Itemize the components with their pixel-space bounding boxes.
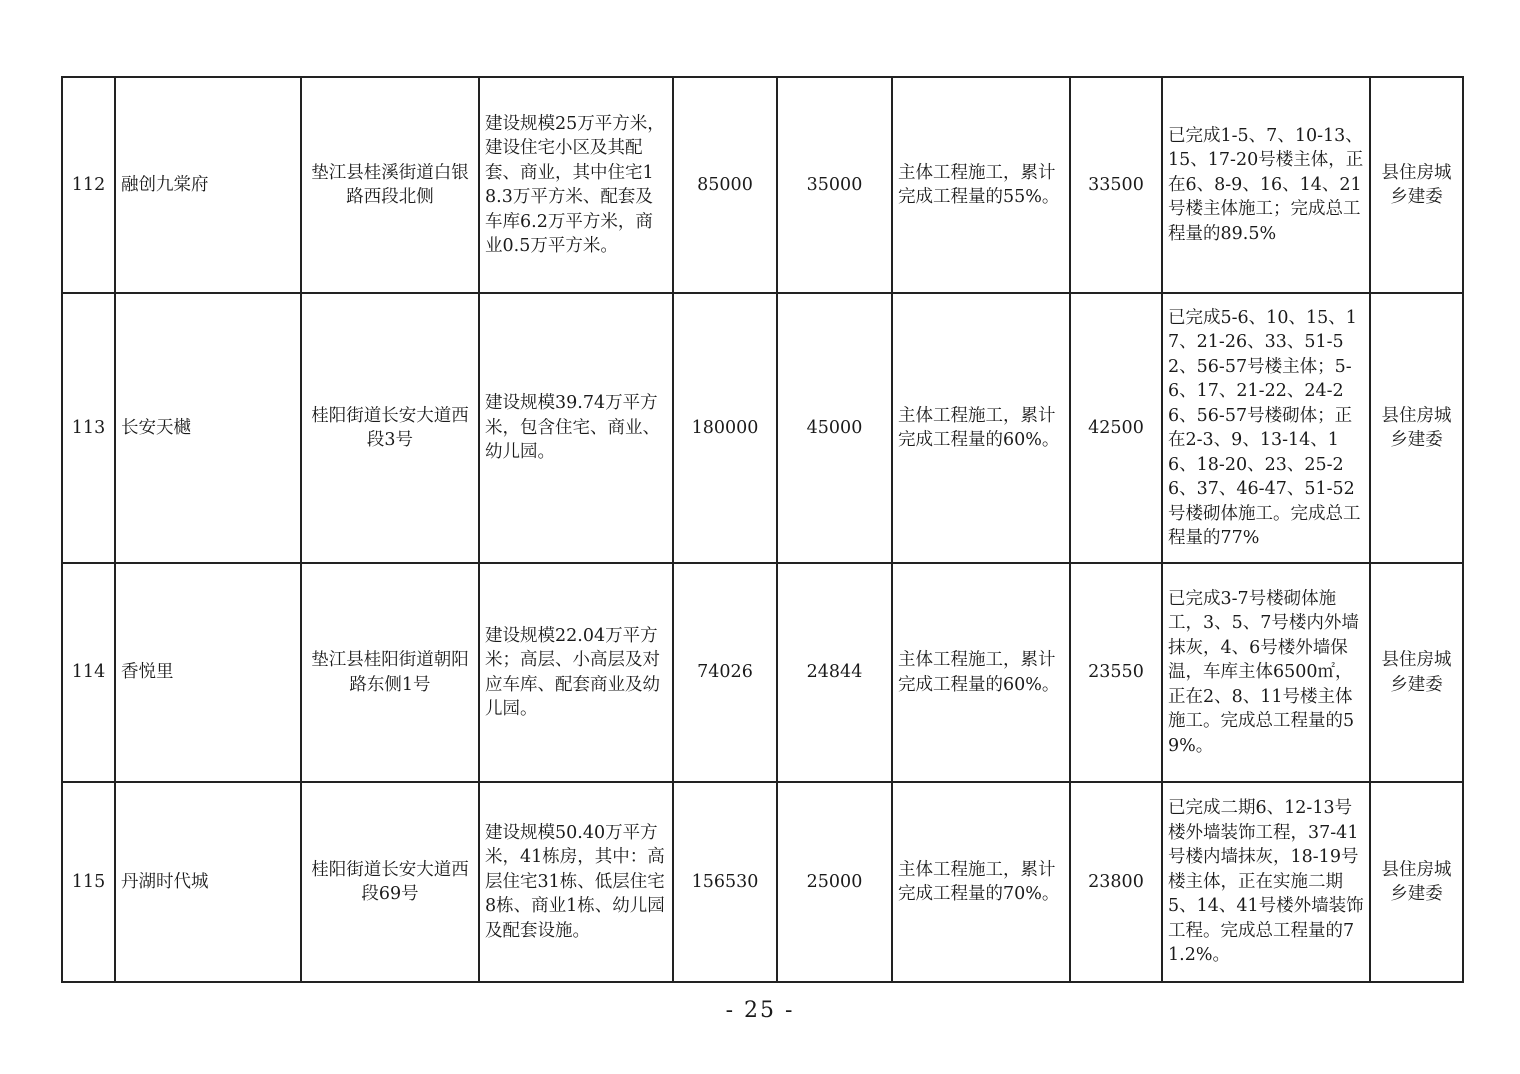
- completed-investment: 23800: [1070, 782, 1162, 982]
- table-row: [62, 782, 1463, 982]
- construction-scale: 建设规模39.74万平方米，包含住宅、商业、幼儿园。: [479, 293, 673, 563]
- project-location: 垫江县桂溪街道白银路西段北侧: [301, 77, 479, 293]
- total-investment: 156530: [673, 782, 777, 982]
- progress-detail: 已完成二期6、12-13号楼外墙装饰工程，37-41号楼内墙抹灰，18-19号楼主体，正在实施二期5、14、41号楼外墙装饰工程。完成总工程量的71.2%。: [1162, 782, 1370, 982]
- responsible-unit: 县住房城乡建委: [1370, 77, 1463, 293]
- total-investment: 180000: [673, 293, 777, 563]
- row-number: 115: [62, 782, 115, 982]
- construction-scale: 建设规模22.04万平方米；高层、小高层及对应车库、配套商业及幼儿园。: [479, 563, 673, 782]
- project-location: 桂阳街道长安大道西段3号: [301, 293, 479, 563]
- table-row: [62, 563, 1463, 782]
- project-name: 融创九棠府: [115, 77, 301, 293]
- annual-plan-investment: 25000: [777, 782, 892, 982]
- progress-detail: 已完成5-6、10、15、17、21-26、33、51-52、56-57号楼主体；5-6、17、21-22、24-26、56-57号楼砌体；正在2-3、9、13-14、16、18-20、23、25-26、37、46-47、51-52号楼砌体施工。完成总工程量的77%: [1162, 293, 1370, 563]
- projects-table: [61, 76, 1464, 983]
- project-name: 丹湖时代城: [115, 782, 301, 982]
- annual-plan-investment: 24844: [777, 563, 892, 782]
- project-location: 桂阳街道长安大道西段69号: [301, 782, 479, 982]
- progress-target: 主体工程施工，累计完成工程量的55%。: [892, 77, 1070, 293]
- progress-target: 主体工程施工，累计完成工程量的60%。: [892, 563, 1070, 782]
- progress-target: 主体工程施工，累计完成工程量的60%。: [892, 293, 1070, 563]
- row-number: 113: [62, 293, 115, 563]
- total-investment: 85000: [673, 77, 777, 293]
- row-number: 112: [62, 77, 115, 293]
- construction-scale: 建设规模25万平方米，建设住宅小区及其配套、商业，其中住宅18.3万平方米、配套及车库6.2万平方米，商业0.5万平方米。: [479, 77, 673, 293]
- annual-plan-investment: 35000: [777, 77, 892, 293]
- progress-detail: 已完成1-5、7、10-13、15、17-20号楼主体，正在6、8-9、16、14、21号楼主体施工；完成总工程量的89.5%: [1162, 77, 1370, 293]
- progress-detail: 已完成3-7号楼砌体施工，3、5、7号楼内外墙抹灰，4、6号楼外墙保温，车库主体6500㎡，正在2、8、11号楼主体施工。完成总工程量的59%。: [1162, 563, 1370, 782]
- completed-investment: 33500: [1070, 77, 1162, 293]
- responsible-unit: 县住房城乡建委: [1370, 782, 1463, 982]
- project-location: 垫江县桂阳街道朝阳路东侧1号: [301, 563, 479, 782]
- table-row: [62, 293, 1463, 563]
- row-number: 114: [62, 563, 115, 782]
- project-name: 香悦里: [115, 563, 301, 782]
- table-row: [62, 77, 1463, 293]
- construction-scale: 建设规模50.40万平方米，41栋房，其中：高层住宅31栋、低层住宅8栋、商业1栋、幼儿园及配套设施。: [479, 782, 673, 982]
- total-investment: 74026: [673, 563, 777, 782]
- completed-investment: 23550: [1070, 563, 1162, 782]
- page-number: - 25 -: [725, 998, 795, 1023]
- responsible-unit: 县住房城乡建委: [1370, 293, 1463, 563]
- project-name: 长安天樾: [115, 293, 301, 563]
- progress-target: 主体工程施工，累计完成工程量的70%。: [892, 782, 1070, 982]
- annual-plan-investment: 45000: [777, 293, 892, 563]
- responsible-unit: 县住房城乡建委: [1370, 563, 1463, 782]
- completed-investment: 42500: [1070, 293, 1162, 563]
